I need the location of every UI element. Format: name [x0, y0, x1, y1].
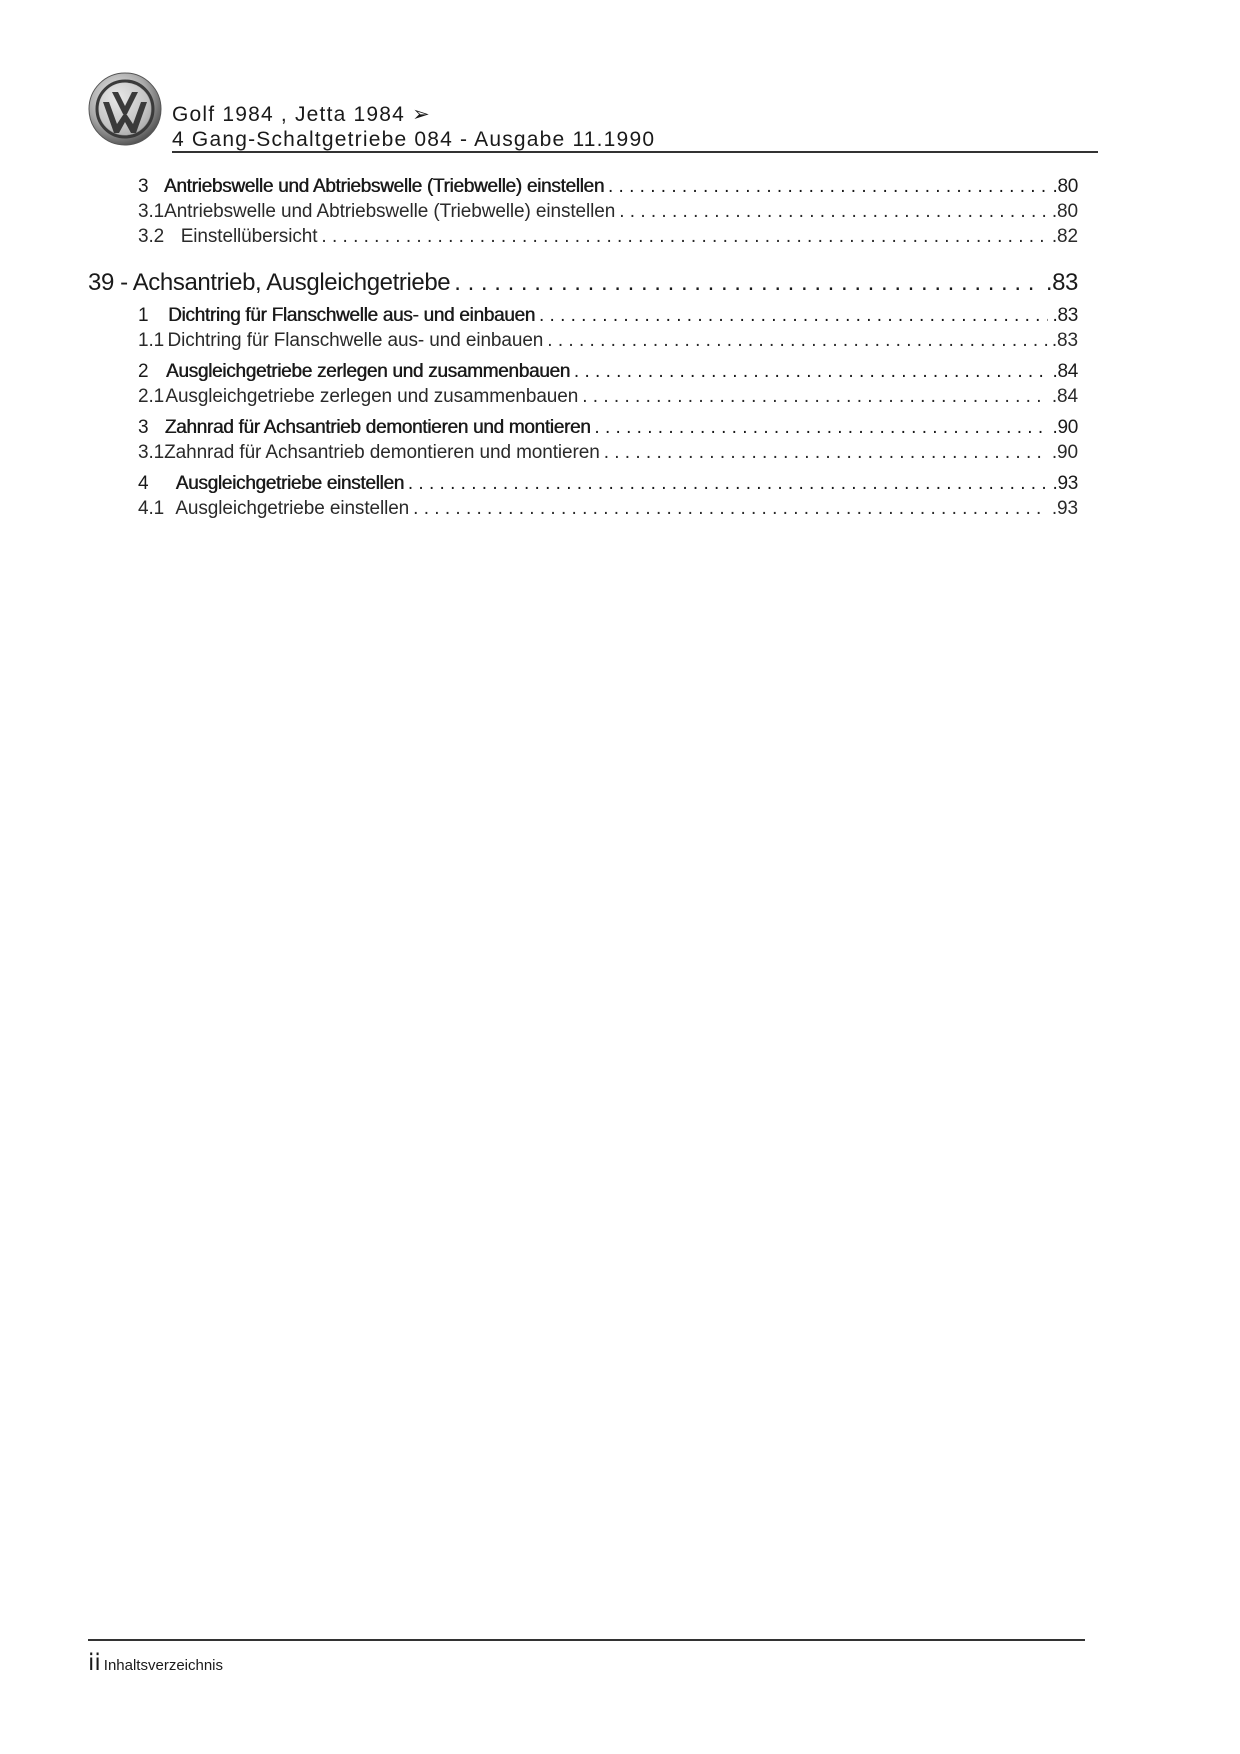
page-footer	[88, 1650, 223, 1676]
toc-entry-title: Dichtring für Flanschwelle aus- und einbauen	[167, 330, 544, 351]
footer-rule	[88, 1639, 1085, 1641]
toc-entry-number: 4	[138, 473, 149, 494]
toc-entry-page: .80	[1051, 201, 1078, 222]
toc-leader-dots	[619, 201, 1048, 223]
toc-entry-number: 3.1	[138, 442, 165, 463]
toc-entry-title: Einstellübersicht	[180, 226, 318, 247]
toc-entry-number: 4.1	[138, 498, 165, 519]
toc-entry-number: 3	[138, 417, 149, 438]
toc-subentry[interactable]	[88, 498, 1078, 523]
toc-entry[interactable]	[88, 176, 1078, 201]
toc-leader-dots	[408, 473, 1048, 495]
toc-entry-page: .82	[1051, 226, 1078, 247]
toc-entry-title: Ausgleichgetriebe einstellen	[175, 498, 410, 519]
toc-entry[interactable]	[88, 417, 1078, 442]
toc-entry[interactable]	[88, 473, 1078, 498]
toc-entry-page: .83	[1051, 330, 1078, 351]
toc-entry-number: 3.1	[138, 201, 165, 222]
toc-entry-title: Antriebswelle und Abtriebswelle (Triebwelle) einstellen	[163, 176, 604, 197]
toc-entry-page: .80	[1052, 176, 1078, 197]
toc-entry-page: .90	[1052, 417, 1078, 438]
footer-page-number: ii	[88, 1650, 101, 1676]
table-of-contents	[88, 176, 1078, 523]
toc-leader-dots	[604, 442, 1048, 464]
vw-logo-icon	[88, 72, 162, 146]
toc-chapter[interactable]	[88, 269, 1078, 305]
toc-subentry[interactable]	[88, 201, 1078, 226]
toc-subentry[interactable]	[88, 386, 1078, 411]
toc-entry-page: .84	[1052, 361, 1078, 382]
toc-subentry[interactable]	[88, 442, 1078, 467]
toc-entry-page: .93	[1051, 498, 1078, 519]
page-header	[88, 72, 1098, 152]
toc-entry-page: .90	[1051, 442, 1078, 463]
toc-entry[interactable]	[88, 305, 1078, 330]
toc-entry-title: Antriebswelle und Abtriebswelle (Triebwelle) einstellen	[164, 201, 616, 222]
toc-entry-title: Dichtring für Flanschwelle aus- und einbauen	[167, 305, 535, 326]
toc-leader-dots	[582, 386, 1048, 408]
toc-entry-title: Ausgleichgetriebe zerlegen und zusammenbauen	[165, 386, 579, 407]
toc-entry-number: 3	[138, 176, 149, 197]
toc-subentry[interactable]	[88, 330, 1078, 355]
toc-entry-title: Ausgleichgetriebe zerlegen und zusammenbauen	[165, 361, 570, 382]
footer-section-label: Inhaltsverzeichnis	[103, 1657, 224, 1674]
toc-leader-dots	[454, 269, 1042, 297]
toc-entry-number: 3.2	[138, 226, 165, 247]
toc-entry-number: 2.1	[138, 386, 165, 407]
toc-leader-dots	[608, 176, 1048, 198]
toc-subentry[interactable]	[88, 226, 1078, 251]
toc-leader-dots	[539, 305, 1048, 327]
toc-entry-title: Zahnrad für Achsantrieb demontieren und montieren	[164, 417, 591, 438]
toc-entry-page: .83	[1052, 305, 1078, 326]
toc-entry-title: Ausgleichgetriebe einstellen	[175, 473, 404, 494]
toc-entry-page: .83	[1045, 269, 1078, 296]
toc-entry[interactable]	[88, 361, 1078, 386]
toc-entry-number: 1.1	[138, 330, 165, 351]
toc-leader-dots	[547, 330, 1048, 352]
toc-entry-page: .93	[1052, 473, 1078, 494]
toc-leader-dots	[574, 361, 1048, 383]
header-title-line1: Golf 1984 , Jetta 1984 ➢	[172, 103, 431, 126]
toc-entry-page: .84	[1051, 386, 1078, 407]
toc-entry-title: Zahnrad für Achsantrieb demontieren und montieren	[164, 442, 600, 463]
toc-entry-number: 2	[138, 361, 149, 382]
toc-leader-dots	[594, 417, 1048, 439]
toc-leader-dots	[413, 498, 1048, 520]
toc-entry-number: 1	[138, 305, 149, 326]
toc-chapter-title: 39 - Achsantrieb, Ausgleichgetriebe	[88, 269, 451, 296]
toc-leader-dots	[321, 226, 1048, 248]
header-title-line2: 4 Gang-Schaltgetriebe 084 - Ausgabe 11.1990	[172, 128, 656, 151]
header-rule	[172, 151, 1098, 153]
